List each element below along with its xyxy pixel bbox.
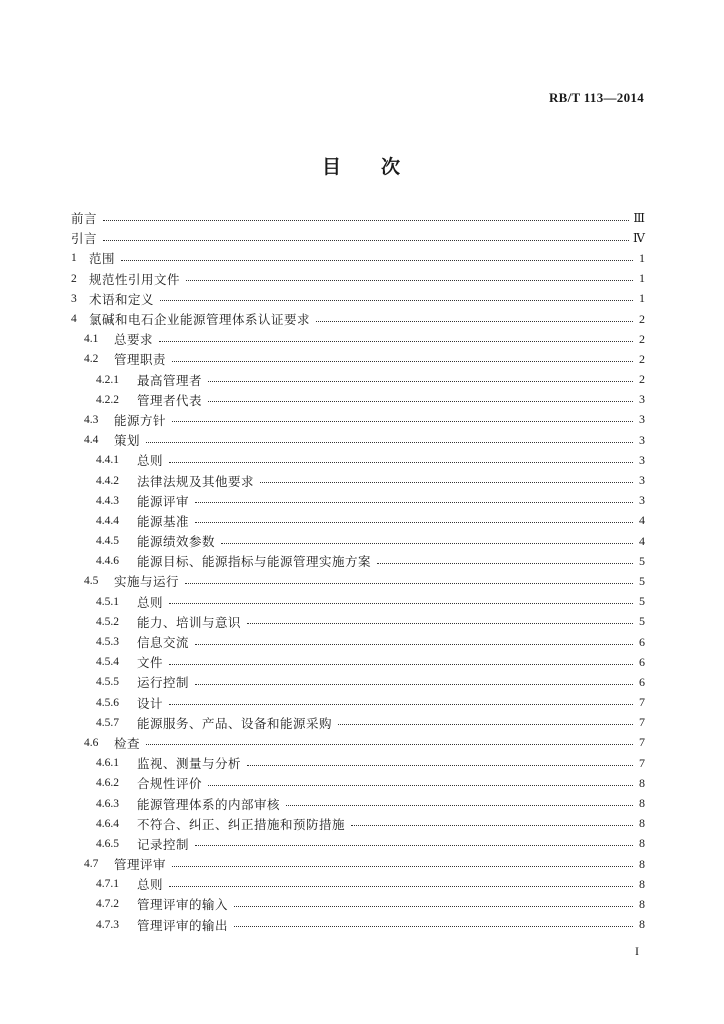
toc-leader-dots (195, 684, 633, 685)
toc-leader-dots (208, 381, 633, 382)
toc-entry[interactable] (71, 349, 645, 369)
toc-entry-title: 前言 (71, 211, 98, 227)
toc-entry-page: 7 (639, 735, 645, 750)
toc-leader-dots (195, 644, 633, 645)
toc-entry[interactable] (71, 269, 645, 289)
toc-entry[interactable] (71, 208, 645, 228)
toc-entry-page: 5 (639, 573, 645, 588)
toc-entry-number: 4.7.2 (96, 898, 119, 911)
toc-leader-dots (172, 361, 633, 362)
toc-entry-number: 4.2.1 (96, 373, 119, 386)
toc-entry-number: 4.5.3 (96, 636, 119, 649)
toc-entry-title: 管理者代表 (137, 392, 203, 408)
toc-leader-dots (121, 260, 633, 261)
toc-entry[interactable] (71, 814, 645, 834)
toc-entry-number: 4.5.2 (96, 615, 119, 628)
toc-entry-number: 4.7.3 (96, 918, 119, 931)
toc-entry-title: 总则 (137, 877, 164, 893)
toc-entry-title: 规范性引用文件 (89, 271, 181, 287)
toc-entry-title: 管理评审 (114, 857, 167, 873)
toc-entry-page: 8 (639, 796, 645, 811)
toc-entry-title: 总则 (137, 594, 164, 610)
toc-entry[interactable] (71, 511, 645, 531)
page-title-part1: 目 (321, 156, 343, 178)
toc-entry-page: 3 (639, 392, 645, 407)
toc-entry-number: 4.6.4 (96, 817, 119, 830)
toc-leader-dots (234, 926, 633, 927)
toc-entry-title: 引言 (71, 231, 98, 247)
toc-entry-page: 1 (639, 271, 645, 286)
toc-entry-title: 法律法规及其他要求 (137, 473, 255, 489)
toc-entry-page: 1 (639, 291, 645, 306)
page-number: I (635, 944, 639, 958)
toc-entry[interactable] (71, 733, 645, 753)
toc-leader-dots (169, 462, 633, 463)
toc-leader-dots (316, 321, 633, 322)
toc-entry-page: 5 (639, 614, 645, 629)
toc-leader-dots (208, 401, 633, 402)
toc-entry[interactable] (71, 430, 645, 450)
toc-entry-page: 8 (639, 896, 645, 911)
toc-entry-title: 能源方针 (114, 412, 167, 428)
toc-entry-page: 8 (639, 876, 645, 891)
toc-entry-title: 实施与运行 (114, 574, 180, 590)
toc-entry-number: 4 (71, 313, 77, 326)
toc-leader-dots (169, 704, 633, 705)
toc-leader-dots (169, 603, 633, 604)
toc-entry-number: 4.5.6 (96, 696, 119, 709)
toc-entry-number: 4.6.1 (96, 757, 119, 770)
toc-entry-title: 能源目标、能源指标与能源管理实施方案 (137, 554, 372, 570)
toc-entry-page: 5 (639, 553, 645, 568)
toc-entry[interactable] (71, 793, 645, 813)
toc-entry-page: 2 (639, 351, 645, 366)
toc-entry[interactable] (71, 592, 645, 612)
toc-leader-dots (186, 280, 633, 281)
toc-leader-dots (195, 522, 633, 523)
toc-entry[interactable] (71, 874, 645, 894)
toc-leader-dots (195, 502, 633, 503)
toc-entry-page: 3 (639, 473, 645, 488)
toc-entry-page: 4 (639, 513, 645, 528)
toc-entry-page: 5 (639, 594, 645, 609)
toc-leader-dots (146, 442, 633, 443)
toc-leader-dots (169, 886, 633, 887)
toc-entry[interactable] (71, 713, 645, 733)
toc-entry-number: 4.5.5 (96, 676, 119, 689)
toc-leader-dots (351, 825, 633, 826)
toc-entry[interactable] (71, 672, 645, 692)
toc-entry[interactable] (71, 309, 645, 329)
toc-entry-page: 7 (639, 755, 645, 770)
toc-entry-page: 6 (639, 654, 645, 669)
toc-entry-number: 4.4.1 (96, 454, 119, 467)
toc-entry-page: 6 (639, 674, 645, 689)
toc-entry[interactable] (71, 470, 645, 490)
toc-entry-number: 4.4.3 (96, 494, 119, 507)
toc-entry-page: 4 (639, 533, 645, 548)
toc-entry[interactable] (71, 915, 645, 935)
toc-entry[interactable] (71, 571, 645, 591)
toc-leader-dots (338, 724, 633, 725)
toc-leader-dots (286, 805, 633, 806)
toc-entry-title: 记录控制 (137, 836, 190, 852)
toc-entry-number: 4.6.2 (96, 777, 119, 790)
toc-entry-page: 1 (639, 250, 645, 265)
toc-entry-title: 合规性评价 (137, 776, 203, 792)
toc-leader-dots (260, 482, 633, 483)
toc-entry-number: 4.5.4 (96, 656, 119, 669)
toc-entry-page: 2 (639, 331, 645, 346)
toc-entry-title: 总要求 (114, 332, 154, 348)
standard-code: RB/T 113—2014 (548, 90, 644, 105)
toc-entry-number: 4.1 (84, 333, 99, 346)
toc-entry[interactable] (71, 228, 645, 248)
toc-entry[interactable] (71, 531, 645, 551)
toc-entry-number: 2 (71, 272, 77, 285)
toc-leader-dots (208, 785, 633, 786)
toc-entry-title: 最高管理者 (137, 372, 203, 388)
table-of-contents (71, 208, 645, 935)
toc-entry-number: 4.5.1 (96, 595, 119, 608)
toc-entry-number: 1 (71, 252, 77, 265)
toc-entry-number: 4.4.5 (96, 535, 119, 548)
toc-entry-title: 检查 (114, 735, 141, 751)
toc-entry-number: 4.7.1 (96, 878, 119, 891)
toc-leader-dots (146, 744, 633, 745)
toc-entry[interactable] (71, 329, 645, 349)
toc-leader-dots (234, 906, 633, 907)
toc-entry-page: 6 (639, 634, 645, 649)
toc-entry-page: 8 (639, 836, 645, 851)
toc-entry-page: 8 (639, 917, 645, 932)
toc-entry-number: 4.2 (84, 353, 99, 366)
toc-entry-page: 7 (639, 715, 645, 730)
toc-entry[interactable] (71, 491, 645, 511)
toc-entry[interactable] (71, 834, 645, 854)
toc-entry-title: 术语和定义 (89, 291, 155, 307)
toc-entry-number: 4.5 (84, 575, 99, 588)
toc-leader-dots (103, 220, 629, 221)
toc-entry[interactable] (71, 390, 645, 410)
toc-entry-title: 能力、培训与意识 (137, 614, 242, 630)
toc-entry-page: 2 (639, 311, 645, 326)
toc-entry-title: 不符合、纠正、纠正措施和预防措施 (137, 816, 346, 832)
toc-entry-title: 能源管理体系的内部审核 (137, 796, 281, 812)
toc-leader-dots (103, 240, 629, 241)
toc-entry-page: 8 (639, 856, 645, 871)
toc-entry-title: 管理评审的输出 (137, 917, 229, 933)
toc-leader-dots (160, 300, 633, 301)
toc-entry[interactable] (71, 450, 645, 470)
toc-leader-dots (169, 664, 633, 665)
toc-entry[interactable] (71, 612, 645, 632)
toc-entry-page: 8 (639, 816, 645, 831)
toc-entry-page: 3 (639, 412, 645, 427)
toc-entry-title: 监视、测量与分析 (137, 756, 242, 772)
toc-entry-number: 4.4 (84, 434, 99, 447)
toc-entry[interactable] (71, 894, 645, 914)
toc-entry[interactable] (71, 693, 645, 713)
toc-entry[interactable] (71, 632, 645, 652)
toc-entry-number: 4.4.6 (96, 555, 119, 568)
toc-entry[interactable] (71, 753, 645, 773)
toc-leader-dots (221, 543, 633, 544)
toc-leader-dots (195, 845, 633, 846)
toc-entry-number: 4.6.3 (96, 797, 119, 810)
toc-entry[interactable] (71, 410, 645, 430)
toc-entry[interactable] (71, 370, 645, 390)
toc-entry-page: 3 (639, 493, 645, 508)
toc-entry[interactable] (71, 248, 645, 268)
toc-entry-number: 4.6.5 (96, 837, 119, 850)
toc-entry-title: 能源绩效参数 (137, 534, 216, 550)
toc-entry-title: 管理职责 (114, 352, 167, 368)
toc-entry-page: Ⅳ (633, 230, 645, 245)
toc-leader-dots (247, 623, 633, 624)
toc-entry-title: 管理评审的输入 (137, 897, 229, 913)
toc-entry-number: 4.4.2 (96, 474, 119, 487)
toc-entry-number: 4.3 (84, 413, 99, 426)
toc-entry-number: 3 (71, 292, 77, 305)
toc-entry-title: 能源基准 (137, 513, 190, 529)
toc-entry-number: 4.5.7 (96, 716, 119, 729)
toc-entry[interactable] (71, 652, 645, 672)
toc-entry-number: 4.6 (84, 736, 99, 749)
toc-leader-dots (377, 563, 633, 564)
toc-leader-dots (247, 765, 633, 766)
toc-leader-dots (185, 583, 633, 584)
toc-entry-page: 3 (639, 452, 645, 467)
page-title-part2: 次 (381, 156, 403, 178)
toc-entry-title: 能源服务、产品、设备和能源采购 (137, 715, 333, 731)
toc-entry-title: 运行控制 (137, 675, 190, 691)
toc-entry-page: 3 (639, 432, 645, 447)
toc-entry-page: 8 (639, 775, 645, 790)
toc-entry-number: 4.4.4 (96, 514, 119, 527)
toc-entry-number: 4.7 (84, 858, 99, 871)
toc-entry[interactable] (71, 854, 645, 874)
toc-entry[interactable] (71, 551, 645, 571)
page-title (0, 152, 724, 179)
toc-entry-title: 总则 (137, 453, 164, 469)
toc-leader-dots (172, 421, 633, 422)
toc-entry-number: 4.2.2 (96, 393, 119, 406)
toc-entry-page: 2 (639, 372, 645, 387)
toc-entry[interactable] (71, 289, 645, 309)
toc-entry-title: 设计 (137, 695, 164, 711)
toc-entry-title: 能源评审 (137, 493, 190, 509)
toc-entry-title: 氯碱和电石企业能源管理体系认证要求 (89, 312, 311, 328)
toc-entry[interactable] (71, 773, 645, 793)
toc-leader-dots (172, 866, 633, 867)
toc-entry-title: 文件 (137, 655, 164, 671)
toc-leader-dots (159, 341, 633, 342)
toc-entry-title: 策划 (114, 433, 141, 449)
toc-entry-page: Ⅲ (633, 210, 645, 225)
toc-entry-page: 7 (639, 695, 645, 710)
toc-entry-title: 信息交流 (137, 635, 190, 651)
toc-entry-title: 范围 (89, 251, 116, 267)
